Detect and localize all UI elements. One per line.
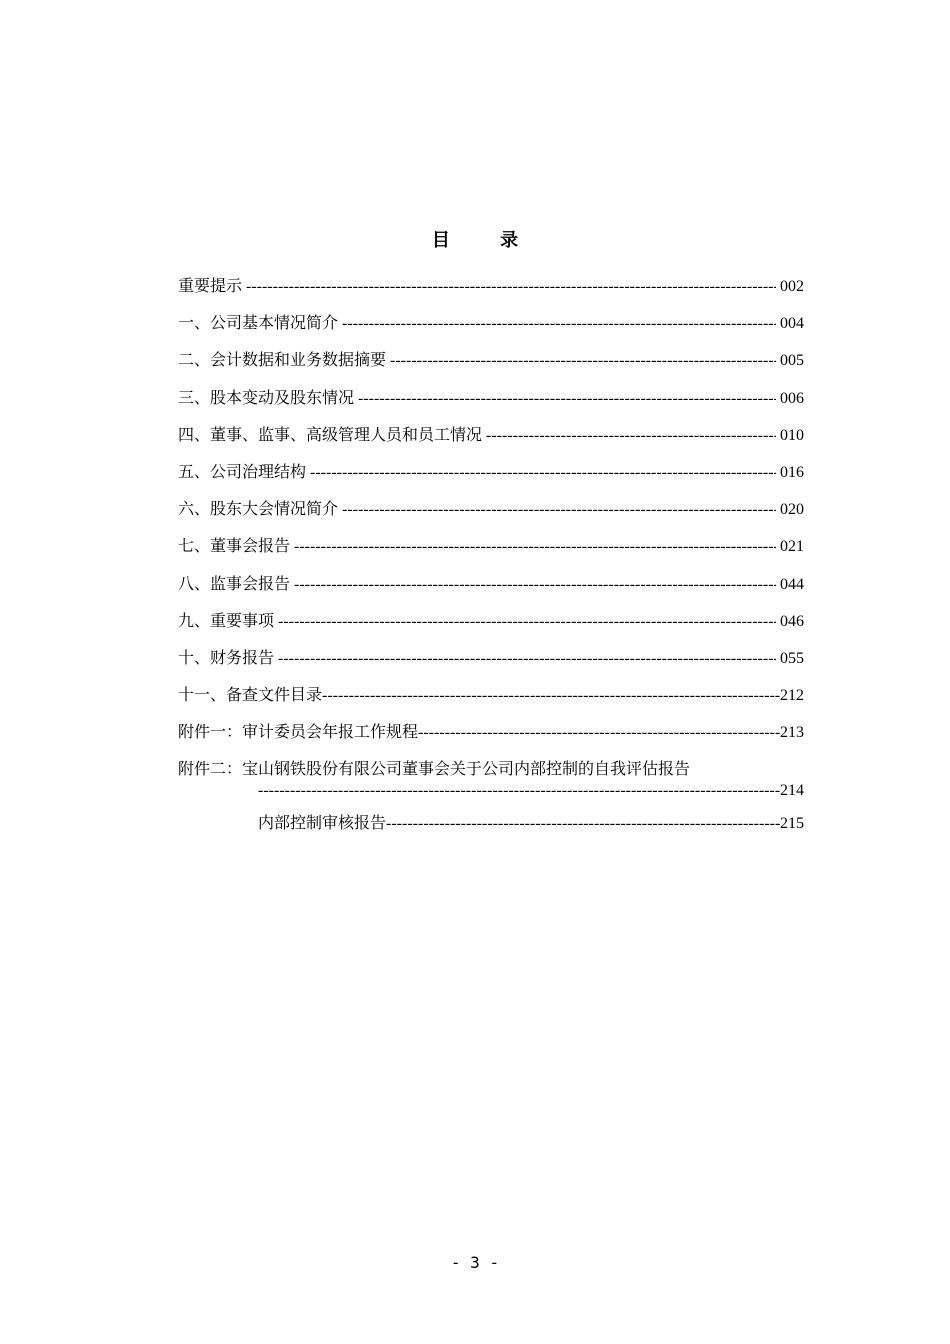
- toc-entry[interactable]: [178, 535, 804, 572]
- toc-entry[interactable]: [178, 684, 804, 721]
- toc-entry[interactable]: [178, 610, 804, 647]
- dot-leader: [342, 313, 776, 335]
- toc-entry[interactable]: [178, 312, 804, 349]
- toc-entry-page: 010: [780, 426, 804, 444]
- toc-entry-label: 九、重要事项: [178, 610, 275, 630]
- toc-entry-page: 004: [780, 315, 804, 333]
- toc-entry-page: 016: [780, 463, 804, 481]
- toc-entry[interactable]: [178, 721, 804, 758]
- toc-entry-continuation: [258, 780, 804, 802]
- toc-entry-page: 046: [780, 612, 804, 630]
- toc-entry[interactable]: [178, 387, 804, 424]
- toc-entry-page: 213: [780, 724, 804, 742]
- dot-leader: [258, 780, 780, 802]
- toc-entry-label: 五、公司治理结构: [178, 461, 307, 481]
- dot-leader: [342, 499, 776, 521]
- toc-entry-page: 002: [780, 278, 804, 295]
- page-number: - 3 -: [450, 1253, 500, 1272]
- toc-entry-label: 附件二：宝山钢铁股份有限公司董事会关于公司内部控制的自我评估报告: [178, 759, 691, 779]
- toc-entry[interactable]: [178, 498, 804, 535]
- toc-entry-attachment-2[interactable]: [178, 758, 804, 802]
- toc-entry-page: 044: [780, 575, 804, 593]
- toc-entry[interactable]: [178, 275, 804, 312]
- toc-entry-label: 内部控制审核报告: [258, 813, 387, 833]
- toc-entry-label: 七、董事会报告: [178, 536, 291, 556]
- toc-entry-label: 二、会计数据和业务数据摘要: [178, 350, 387, 370]
- toc-entry-label: 一、公司基本情况简介: [178, 313, 339, 333]
- dot-leader: [486, 425, 776, 447]
- toc-entry[interactable]: [178, 349, 804, 386]
- toc-entry-page: 021: [780, 538, 804, 556]
- toc-entry-page: 215: [780, 815, 804, 833]
- dot-leader: [278, 648, 776, 670]
- toc-entry-label: 十一、备查文件目录: [178, 685, 323, 705]
- dot-leader: [294, 574, 776, 596]
- toc-entry-page: 214: [780, 782, 804, 800]
- dot-leader: [246, 276, 776, 298]
- toc-title: 目 录: [431, 230, 541, 251]
- dot-leader: [386, 813, 780, 835]
- toc-entry-page: 212: [780, 687, 804, 705]
- toc-entry-internal-control-audit[interactable]: [258, 812, 804, 849]
- toc-entry-label: 附件一：审计委员会年报工作规程: [178, 722, 419, 742]
- toc-entry-label: 重要提示: [178, 276, 243, 295]
- dot-leader: [390, 350, 776, 372]
- toc-entry[interactable]: [178, 461, 804, 498]
- table-of-contents: [178, 275, 804, 850]
- toc-entry-label: 六、股东大会情况简介: [178, 499, 339, 519]
- toc-entry-page: 005: [780, 352, 804, 370]
- toc-entry-label: 十、财务报告: [178, 647, 275, 667]
- toc-entry-page: 055: [780, 649, 804, 667]
- dot-leader: [278, 611, 776, 633]
- dot-leader: [322, 685, 780, 707]
- toc-entry-label: 四、董事、监事、高级管理人员和员工情况: [178, 424, 483, 444]
- dot-leader: [358, 388, 776, 410]
- toc-entry-page: 020: [780, 501, 804, 519]
- toc-entry-label: 八、监事会报告: [178, 573, 291, 593]
- toc-entry-label: 三、股本变动及股东情况: [178, 387, 355, 407]
- toc-entry[interactable]: [178, 647, 804, 684]
- toc-entry[interactable]: [178, 573, 804, 610]
- dot-leader: [418, 722, 780, 744]
- toc-entry[interactable]: [178, 424, 804, 461]
- dot-leader: [310, 462, 776, 484]
- dot-leader: [294, 536, 776, 558]
- toc-entry-page: 006: [780, 389, 804, 407]
